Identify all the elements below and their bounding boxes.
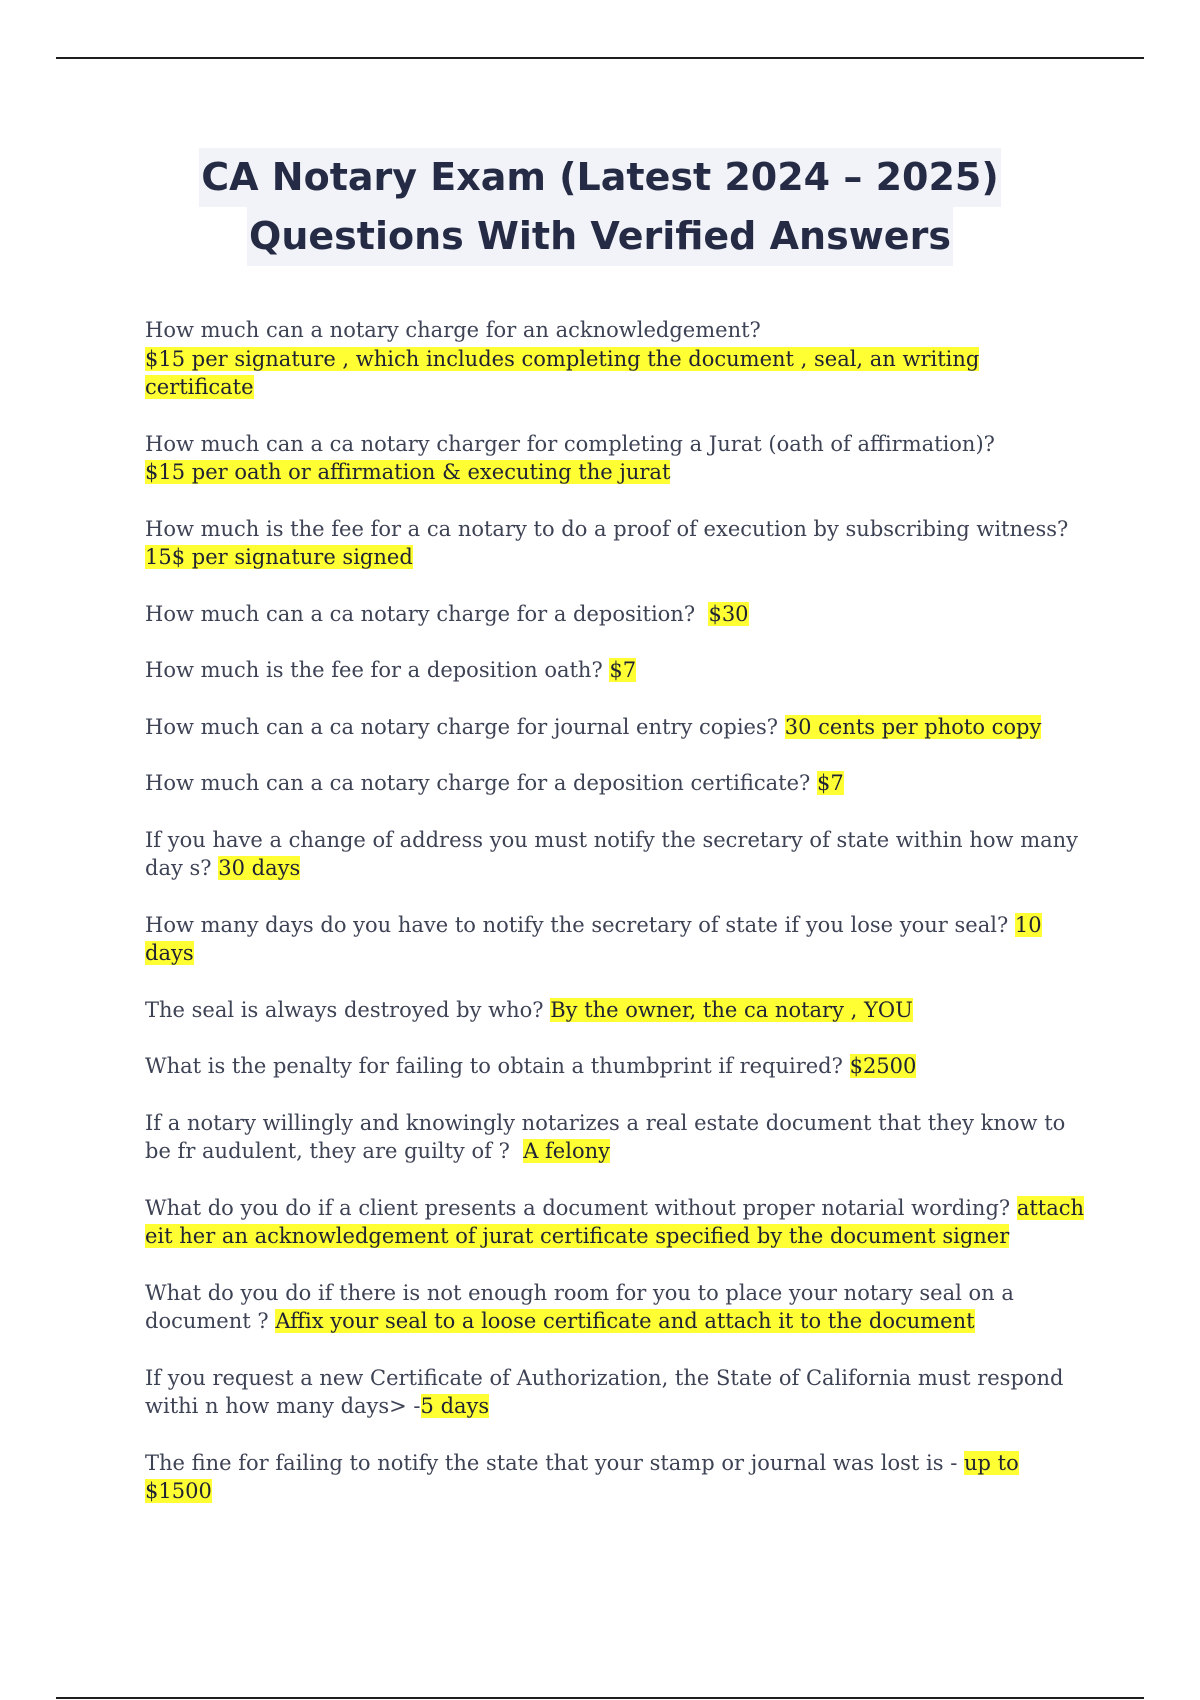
qa-item [145,1279,1090,1336]
qa-item [145,1194,1090,1251]
qa-item [145,515,1090,572]
question-text: What do you do if there is not enough room for you to place your notary seal on a document ? [145,1280,1014,1333]
question-text: What is the penalty for failing to obtain a thumbprint if required? [145,1054,843,1078]
qa-item [145,826,1090,883]
question-text: How much can a notary charge for an acknowledgement? [145,318,761,342]
question-text: How much can a ca notary charge for a deposition certificate? [145,771,811,795]
answer-highlight: $30 [708,601,749,626]
qa-item [145,430,1090,487]
qa-item [145,713,1090,742]
qa-item [145,316,1090,402]
qa-item [145,769,1090,798]
question-text: How much can a ca notary charger for completing a Jurat (oath of affirmation)? [145,431,995,456]
answer-highlight: 30 days [218,856,301,880]
qa-item [145,656,1090,685]
question-text: How much is the fee for a deposition oath? [145,658,603,682]
answer-highlight: $7 [817,771,844,795]
title-line-1: CA Notary Exam (Latest 2024 – 2025) [199,148,1000,207]
answer-highlight: up to $1500 [145,1450,1019,1503]
answer-highlight: A felony [523,1139,610,1163]
qa-item [145,1052,1090,1081]
answer-highlight: 5 days [420,1394,490,1418]
qa-list [145,316,1090,1534]
qa-item [145,1449,1090,1506]
document-title [0,148,1200,266]
answer-highlight: 30 cents per photo copy [784,714,1042,739]
question-text: How much is the fee for a ca notary to do a proof of execution by subscribing witness? [145,516,1069,541]
qa-item [145,1109,1090,1166]
question-text: If you request a new Certificate of Authorization, the State of California must respond withi n how many days> - [145,1365,1064,1418]
qa-item [145,911,1090,968]
top-rule [56,57,1144,59]
answer-highlight: $15 per signature , which includes completing the document , seal, an writing certificate [145,346,980,399]
answer-highlight: $2500 [849,1054,917,1078]
qa-item [145,1364,1090,1421]
question-text: If you have a change of address you must notify the secretary of state within how many day s? [145,827,1079,880]
bottom-rule [56,1697,1144,1699]
question-text: What do you do if a client presents a document without proper notarial wording? [145,1195,1011,1220]
answer-highlight: 10 days [145,912,1042,965]
answer-highlight: $7 [609,658,637,682]
answer-highlight: attach eit her an acknowledgement of jurat certificate specified by the document signer [145,1195,1085,1248]
question-text: How many days do you have to notify the secretary of state if you lose your seal? [145,912,1009,937]
qa-item [145,600,1090,629]
title-line-2: Questions With Verified Answers [247,207,953,266]
answer-highlight: 15$ per signature signed [145,545,413,569]
question-text: How much can a ca notary charge for a deposition? [145,601,696,626]
question-text: How much can a ca notary charge for journal entry copies? [145,714,779,739]
qa-item [145,996,1090,1025]
answer-highlight: $15 per oath or affirmation & executing the jurat [145,460,671,484]
answer-highlight: Affix your seal to a loose certificate and attach it to the document [275,1309,975,1333]
question-text: The seal is always destroyed by who? [145,997,544,1022]
question-text: The fine for failing to notify the state that your stamp or journal was lost is - [145,1450,958,1475]
answer-highlight: By the owner, the ca notary , YOU [550,997,913,1022]
question-text: If a notary willingly and knowingly notarizes a real estate document that they know to be fr audulent, they are guilty of ? [145,1110,1066,1163]
